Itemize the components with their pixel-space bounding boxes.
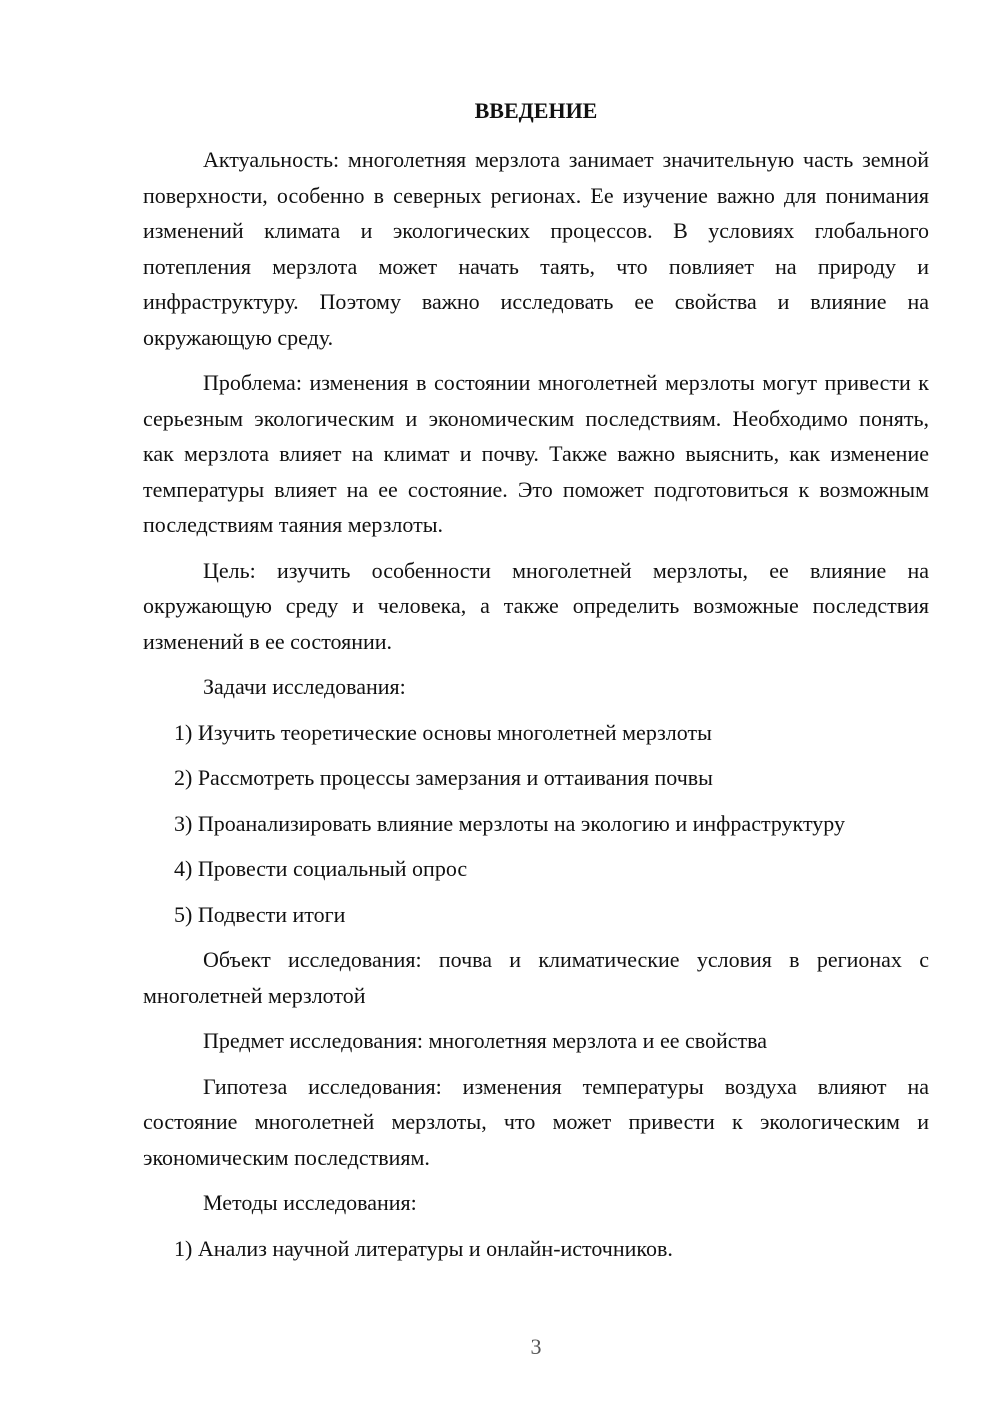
- problem-paragraph: Проблема: изменения в состоянии многолетней мерзлоты могут привести к серьезным экологическим и экономическим последствиям. Необходимо понять, как мерзлота влияет на климат и почву. Также важно выяснить, как изменение температуры влияет на ее состояние. Это поможет подготовиться к возможным последствиям таяния мерзлоты.: [143, 370, 929, 537]
- task-item-2: 2) Рассмотреть процессы замерзания и оттаивания почвы: [174, 765, 713, 790]
- tasks-heading: Задачи исследования:: [203, 674, 406, 699]
- goal-paragraph: Цель: изучить особенности многолетней мерзлоты, ее влияние на окружающую среду и человека, а также определить возможные последствия изменений в ее состоянии.: [143, 557, 929, 654]
- task-item-5: 5) Подвести итоги: [174, 901, 346, 927]
- task-item-4: 4) Провести социальный опрос: [174, 856, 468, 881]
- subject-paragraph: Предмет исследования: многолетняя мерзлота и ее свойства: [203, 1028, 767, 1053]
- document-body: [143, 142, 929, 1276]
- task-item-3: 3) Проанализировать влияние мерзлоты на экологию и инфраструктуру: [174, 810, 845, 836]
- methods-heading: Методы исследования:: [203, 1190, 417, 1215]
- hypothesis-paragraph: Гипотеза исследования: изменения температуры воздуха влияют на состояние многолетней мерзлоты, что может привести к экологическим и экономическим последствиям.: [143, 1073, 929, 1170]
- object-paragraph: Объект исследования: почва и климатические условия в регионах с многолетней мерзлотой: [143, 947, 929, 1008]
- relevance-paragraph: Актуальность: многолетняя мерзлота занимает значительную часть земной поверхности, особенно в северных регионах. Ее изучение важно для понимания изменений климата и экологических процессов. В условиях глобального потепления мерзлота может начать таять, что повлияет на природу и инфраструктуру. Поэтому важно исследовать ее свойства и влияние на окружающую среду.: [143, 147, 929, 350]
- page-number: 3: [530, 1334, 542, 1359]
- task-item-1: 1) Изучить теоретические основы многолетней мерзлоты: [174, 719, 712, 745]
- method-item-1: 1) Анализ научной литературы и онлайн-источников.: [174, 1235, 673, 1261]
- section-heading: ВВЕДЕНИЕ: [474, 98, 598, 123]
